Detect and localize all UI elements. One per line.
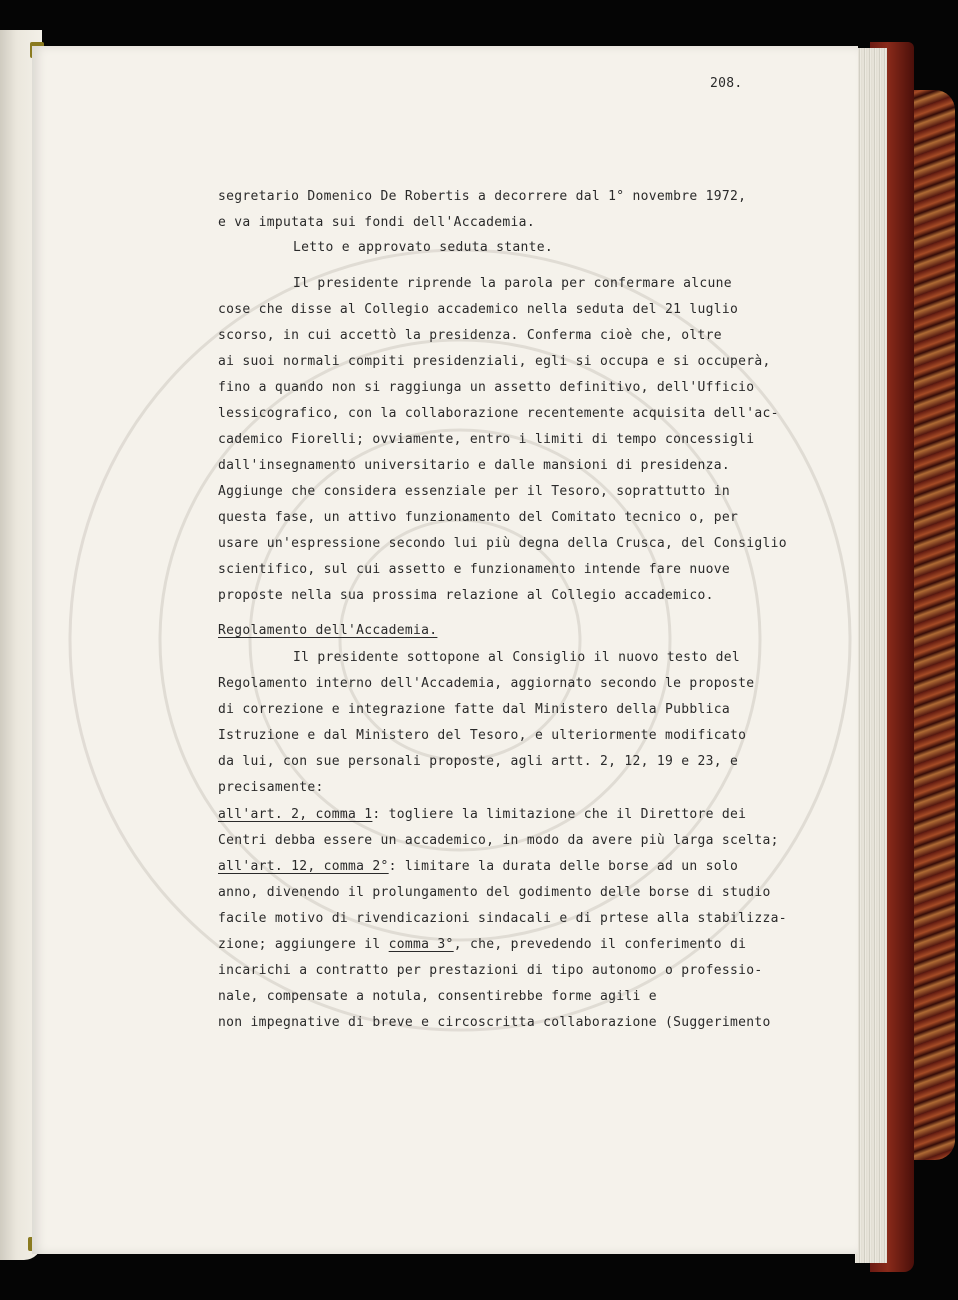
text-line: da lui, con sue personali proposte, agli artt. 2, 12, 19 e 23, e [218, 754, 739, 769]
item-art12 [218, 859, 738, 874]
text-line: di correzione e integrazione fatte dal Ministero della Pubblica [218, 702, 730, 717]
item-text: : limitare la durata delle borse ad un solo [388, 859, 739, 874]
section-heading: Regolamento dell'Accademia. [218, 623, 438, 638]
text-line: scorso, in cui accettò la presidenza. Conferma cioè che, oltre [218, 328, 722, 343]
text-line: segretario Domenico De Robertis a decorrere dal 1° novembre 1972, [218, 189, 747, 204]
text-line: usare un'espressione secondo lui più degna della Crusca, del Consiglio [218, 536, 787, 551]
text-line: ai suoi normali compiti presidenziali, egli si occupa e si occuperà, [218, 354, 771, 369]
text-line: precisamente: [218, 780, 324, 795]
text-line: dall'insegnamento universitario e dalle mansioni di presidenza. [218, 458, 730, 473]
text-line: scientifico, sul cui assetto e funzionamento intende fare nuove [218, 562, 730, 577]
item-comma3 [218, 937, 746, 952]
approval-line: Letto e approvato seduta stante. [293, 240, 554, 255]
item-text: zione; aggiungere il [218, 937, 389, 952]
text-line: Il presidente sottopone al Consiglio il nuovo testo del [293, 650, 740, 665]
text-line: cademico Fiorelli; ovviamente, entro i limiti di tempo concessigli [218, 432, 755, 447]
item-text: , che, prevedendo il conferimento di [453, 937, 747, 952]
item-text: : togliere la limitazione che il Direttore dei [372, 807, 747, 822]
text-line: proposte nella sua prossima relazione al Collegio accademico. [218, 588, 714, 603]
text-line: facile motivo di rivendicazioni sindacali e di prtese alla stabilizza- [218, 911, 787, 926]
text-line: lessicografico, con la collaborazione recentemente acquisita dell'ac- [218, 406, 779, 421]
page-edges [855, 48, 887, 1263]
text-line: Aggiunge che considera essenziale per il Tesoro, soprattutto in [218, 484, 730, 499]
item-art2 [218, 807, 746, 822]
article-reference: all'art. 2, comma 1 [218, 807, 373, 822]
text-line: nale, compensate a notula, consentirebbe forme agili e [218, 989, 657, 1004]
text-line: Il presidente riprende la parola per confermare alcune [293, 276, 732, 291]
text-line: e va imputata sui fondi dell'Accademia. [218, 215, 535, 230]
article-reference: comma 3° [388, 937, 454, 952]
text-line: non impegnative di breve e circoscritta collaborazione (Suggerimento [218, 1015, 771, 1030]
text-line: Istruzione e dal Ministero del Tesoro, e ulteriormente modificato [218, 728, 747, 743]
text-line: incarichi a contratto per prestazioni di tipo autonomo o professio- [218, 963, 763, 978]
page-number: 208. [710, 76, 743, 91]
text-line: Regolamento interno dell'Accademia, aggiornato secondo le proposte [218, 676, 755, 691]
text-line: fino a quando non si raggiunga un assetto definitivo, dell'Ufficio [218, 380, 755, 395]
article-reference: all'art. 12, comma 2° [218, 859, 389, 874]
text-line: anno, divenendo il prolungamento del godimento delle borse di studio [218, 885, 771, 900]
text-line: Centri debba essere un accademico, in modo da avere più larga scelta; [218, 833, 779, 848]
text-line: questa fase, un attivo funzionamento del Comitato tecnico o, per [218, 510, 739, 525]
text-line: cose che disse al Collegio accademico nella seduta del 21 luglio [218, 302, 739, 317]
